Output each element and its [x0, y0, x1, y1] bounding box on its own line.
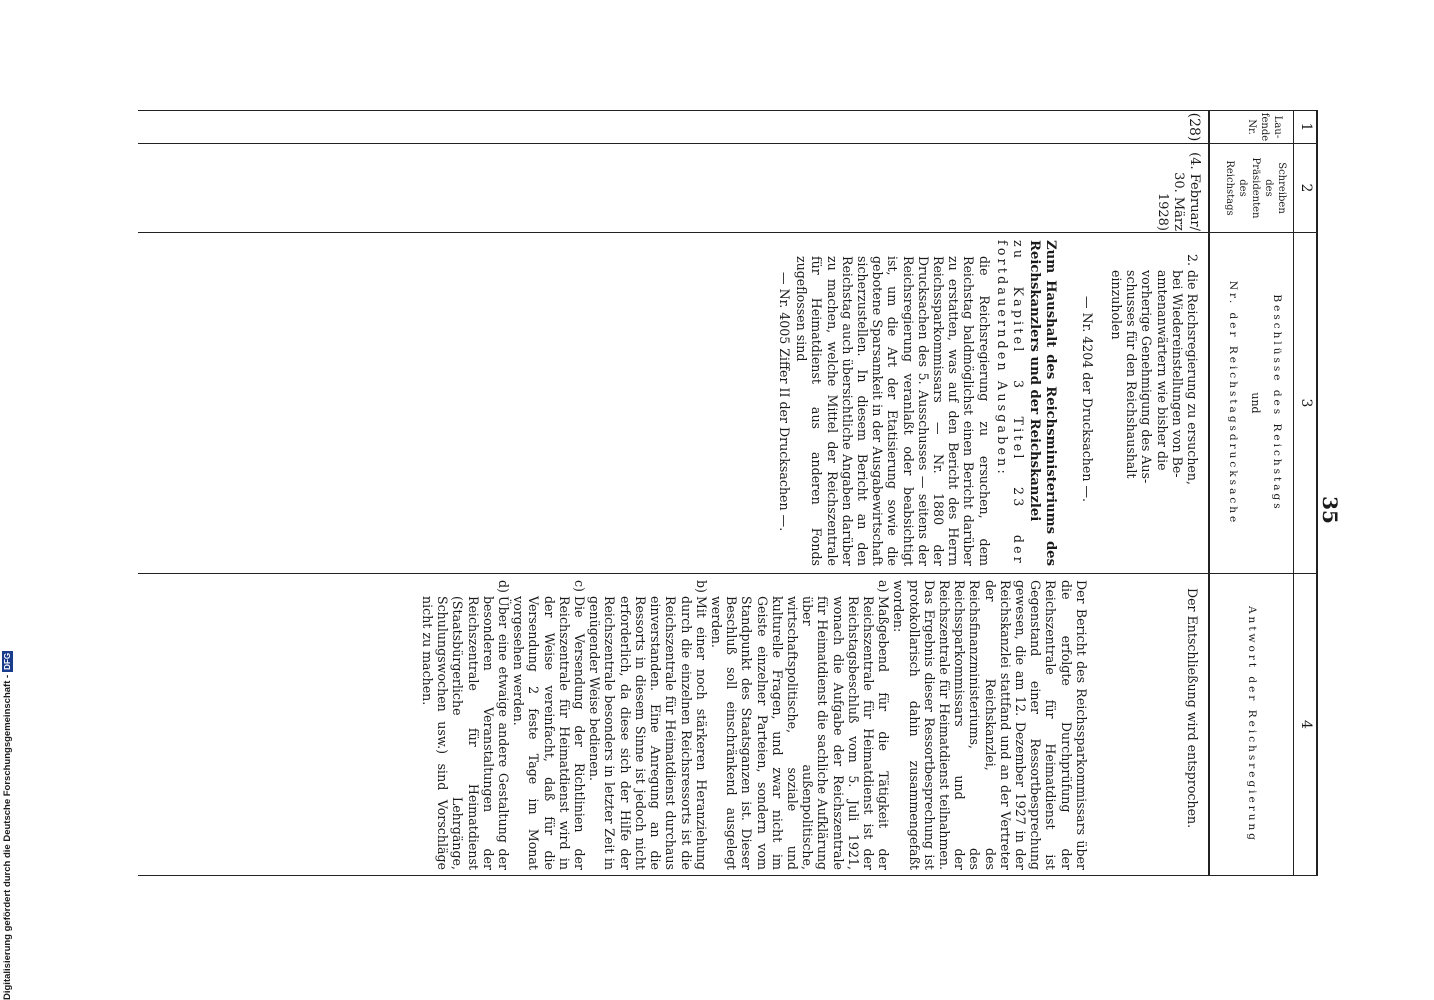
schreiben-date: (4. Februar/ 30. März 1928): [1155, 152, 1202, 231]
antwort-item-d: d) Über eine etwaige andere Gestaltung der besonderen Veranstaltungen der Reichszentrale für Heimatdienst (Staatsbürgerliche Lehrgänge, Schulungswochen usw.) sind Vorschläge nicht zu machen.: [420, 580, 512, 870]
beschluss-item-2: 2. die Reichsregierung zu ersuchen, bei Wiedereinstellungen von Be- amtenanwärtern wie bisher die vorherige Genehmigung des Aus- schusses für den Reichshaushalt einzuholen: [1108, 254, 1200, 486]
footer-text: Digitalisierung gefördert durch die Deutsche Forschungsgemeinschaft -: [1, 674, 13, 1000]
table-right-rule: [138, 875, 1318, 876]
lfd-nr-value: (28): [1186, 112, 1202, 142]
beschluss-bericht: die Reichsregierung zu ersuchen, dem Reichstag baldmöglichst einen Bericht darüber zu erstatten, was auf den Bericht des Herrn Reichssparkommissars — Nr. 1880 der Drucksachen des 5. Ausschusses — seitens der Reichsregierung veranlaßt oder beabsichtigt ist, um die Art der Etatisierung sowie die gebotene Sparsamkeit in der Ausgabewirtschaft sicherzustellen. In diesem Bericht an den Reichstag auch übersichtliche Angaben darüber zu machen, welche Mittel der Reichszentrale für Heimatdienst aus anderen Fonds zugeflossen sind: [794, 256, 992, 566]
beschluss-text: [777, 240, 1200, 566]
antwort-item-a: a) Maßgebend für die Tätigkeit der Reichszentrale für Heimatdienst ist der Reichstagsbeschluß vom 5. Juli 1921, wonach die Aufgabe der Reichszentrale für Heimatdienst die sachliche Aufklärung über außenpolitische, wirtschaftspolitische, soziale und kulturelle Fragen, und zwar nicht im Geiste einzelner Parteien, sondern vom Standpunkt des Staatsganzen ist. Dieser Beschluß soll einschränkend ausgelegt werden.: [708, 580, 892, 870]
drucksache-ref-1: — Nr. 4204 der Drucksachen —.: [1079, 296, 1095, 503]
column-rule-2: [138, 232, 1318, 233]
antwort-item-b: b) Mit einer noch stärkeren Heranziehung durch die einzelnen Reichsressorts ist die Reichszentrale für Heimatdienst durchaus einverstanden. Eine Anregung an die Ressorts in diesem Sinne ist jedoch nicht erforderlich, da diese sich der Hilfe der Reichszentrale besonders in letzter Zeit in genügender Weise bedienen.: [587, 580, 709, 870]
antwort-bericht: Der Bericht des Reichssparkommissars über die erfolgte Durchprüfung der Reichszentrale für Heimatdienst ist Gegenstand einer Ressortbesprechung gewesen, die am 12. Dezember 1927 in der Reichskanzlei stattfand und an der Vertreter der Reichskanzlei, des Reichsfinanzministeriums, des Reichssparkommissars und der Reichszentrale für Heimatdienst teilnahmen. Das Ergebnis dieser Ressortbesprechung ist protokollarisch dahin zusammengefaßt worden:: [891, 580, 1089, 870]
column-number-4: 4: [1298, 720, 1314, 729]
column-header-beschluesse: Beschlüsse des Reichstags und Nr. der Reichstagsdrucksache: [1227, 280, 1283, 526]
column-header-schreiben: Schreiben des Präsidenten des Reichstags: [1224, 157, 1287, 219]
dfg-logo: DFG: [2, 652, 12, 670]
antwort-item-c: c) Die Versendung der Richtlinien der Reichszentrale für Heimatdienst wird in der Weise vereinfacht, daß für die Versendung 2 feste Tage im Monat vorgesehen werden.: [511, 580, 588, 870]
header-bottom-rule: [1208, 110, 1210, 875]
column-number-2: 2: [1298, 183, 1314, 193]
column-number-rule: [1293, 110, 1294, 875]
haushalt-heading: Zum Haushalt des Reichsministeriums des Reichskanzlers und der Reichskanzlei: [1026, 240, 1058, 566]
column-rule-3: [138, 573, 1318, 574]
digitization-footer: [0, 580, 14, 1000]
column-number-1: 1: [1298, 122, 1314, 132]
drucksache-ref-2: — Nr. 4005 Ziffer II der Drucksachen —.: [776, 272, 792, 532]
column-header-lfd-nr: Lau- fende Nr.: [1246, 112, 1283, 142]
antwort-text: [420, 580, 1200, 870]
table-left-rule: [138, 110, 1318, 111]
page-number: 35: [1318, 496, 1342, 524]
column-rule-1: [138, 143, 1318, 144]
kapitel-heading: zu Kapitel 3 Titel 23 der fortdauernden Ausgaben:: [994, 240, 1026, 566]
antwort-entsprochen: Der Entschließung wird entsprochen.: [1185, 588, 1200, 829]
column-header-antwort: Antwort der Reichsregierung: [1246, 605, 1258, 844]
column-number-3: 3: [1298, 398, 1314, 408]
table-top-rule: [1316, 110, 1318, 875]
